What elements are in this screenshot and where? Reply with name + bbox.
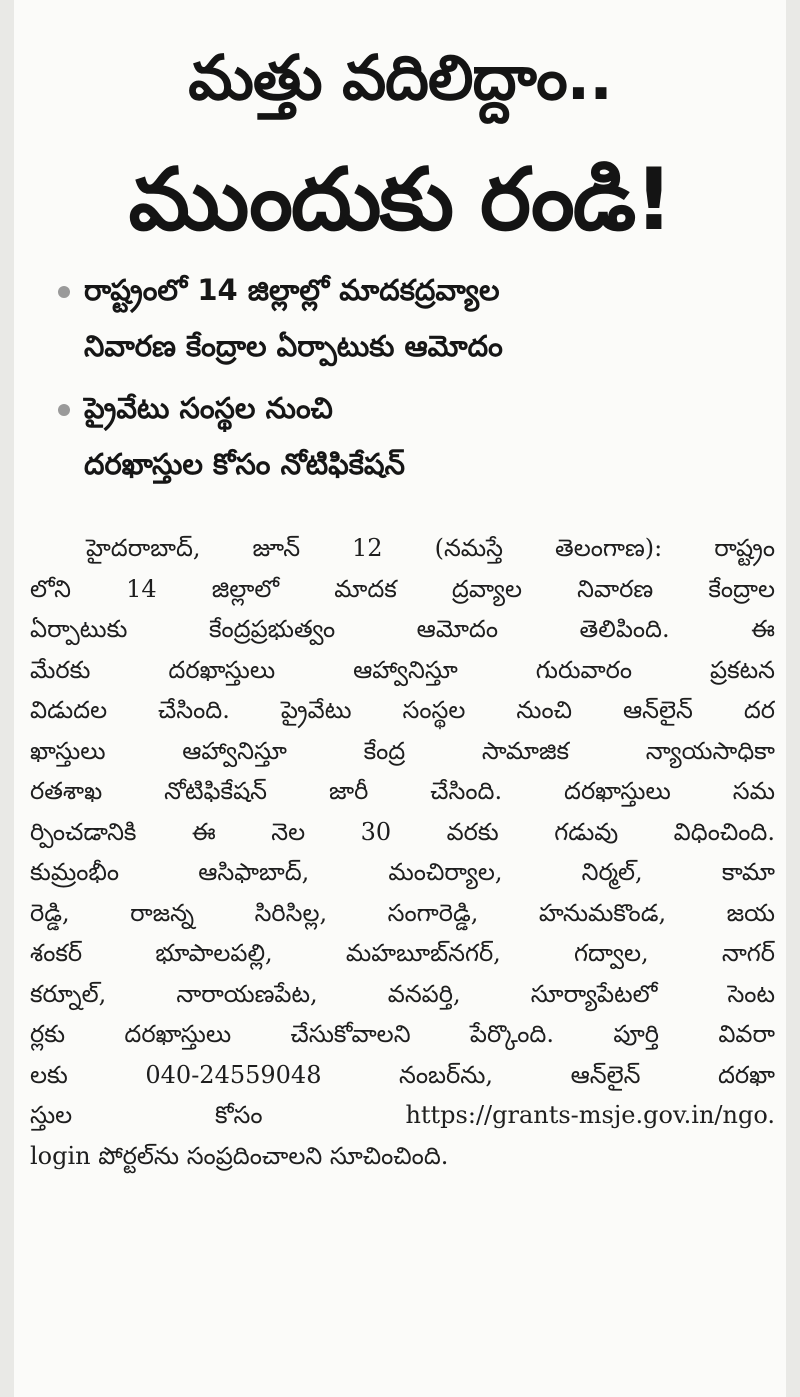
bullet-line: నివారణ కేంద్రాల ఏర్పాటుకు ఆమోదం [84,329,503,363]
body-line: శంకర్ భూపాలపల్లి, మహబూబ్‌నగర్, గద్వాల, నాగర్ [30,939,775,967]
body-line: login పోర్టల్‌ను సంప్రదించాలని సూచించింది. [30,1141,449,1170]
body-line: ర్పించడానికి ఈ నెల 30 వరకు గడువు విధించింది. [30,817,775,846]
page-edge-right [786,0,800,1397]
bullet-line: దరఖాస్తుల కోసం నోటిఫికేషన్ [84,447,405,481]
body-line: లోని 14 జిల్లాలో మాదక ద్రవ్యాల నివారణ కేంద్రాల [30,574,775,603]
bullet-item [56,380,780,492]
bullet-line: రాష్ట్రంలో 14 జిల్లాల్లో మాదకద్రవ్యాల [84,273,500,307]
article-body [30,528,775,1176]
body-line: విడుదల చేసింది. ప్రైవేటు సంస్థల నుంచి ఆన్‌లైన్ దర [30,696,775,724]
body-line: ర్లకు దరఖాస్తులు చేసుకోవాలని పేర్కొంది. పూర్తి వివరా [30,1020,775,1048]
body-line: లకు 040-24559048 నంబర్‌ను, ఆన్‌లైన్ దరఖా [30,1060,775,1089]
body-line: కర్నూల్, నారాయణపేట, వనపర్తి, సూర్యాపేటలో సెంట [30,979,775,1008]
bullet-dot-icon [58,286,70,298]
body-line: రతశాఖ నోటిఫికేషన్ జారీ చేసింది. దరఖాస్తులు సమ [30,777,775,805]
headline-line-1: మత్తు వదిలిద్దాం.. [188,41,612,114]
body-line: కుమ్రంభీం ఆసిఫాబాద్, మంచిర్యాల, నిర్మల్, కామా [30,858,775,886]
bullet-item [56,262,780,374]
bullet-dot-icon [58,404,70,416]
page-edge-left [0,0,14,1397]
bullet-line: ప్రైవేటు సంస్థల నుంచి [84,391,333,425]
body-line: రెడ్డి, రాజన్న సిరిసిల్ల, సంగారెడ్డి, హనుమకొండ, జయ [30,898,775,927]
body-line: మేరకు దరఖాస్తులు ఆహ్వానిస్తూ గురువారం ప్రకటన [30,655,775,684]
body-line: ఖాస్తులు ఆహ్వానిస్తూ కేంద్ర సామాజిక న్యాయసాధికా [30,736,775,765]
body-line: హైదరాబాద్, జూన్ 12 (నమస్తే తెలంగాణ): రాష్ట్రం [86,534,775,562]
bullet-list [56,262,780,498]
body-line: స్తుల కోసం https://grants-msje.gov.in/ngo. [30,1101,775,1129]
body-line: ఏర్పాటుకు కేంద్రప్రభుత్వం ఆమోదం తెలిపింది. ఈ [30,615,775,643]
headline-line-2: ముందుకు రండి! [128,150,672,250]
